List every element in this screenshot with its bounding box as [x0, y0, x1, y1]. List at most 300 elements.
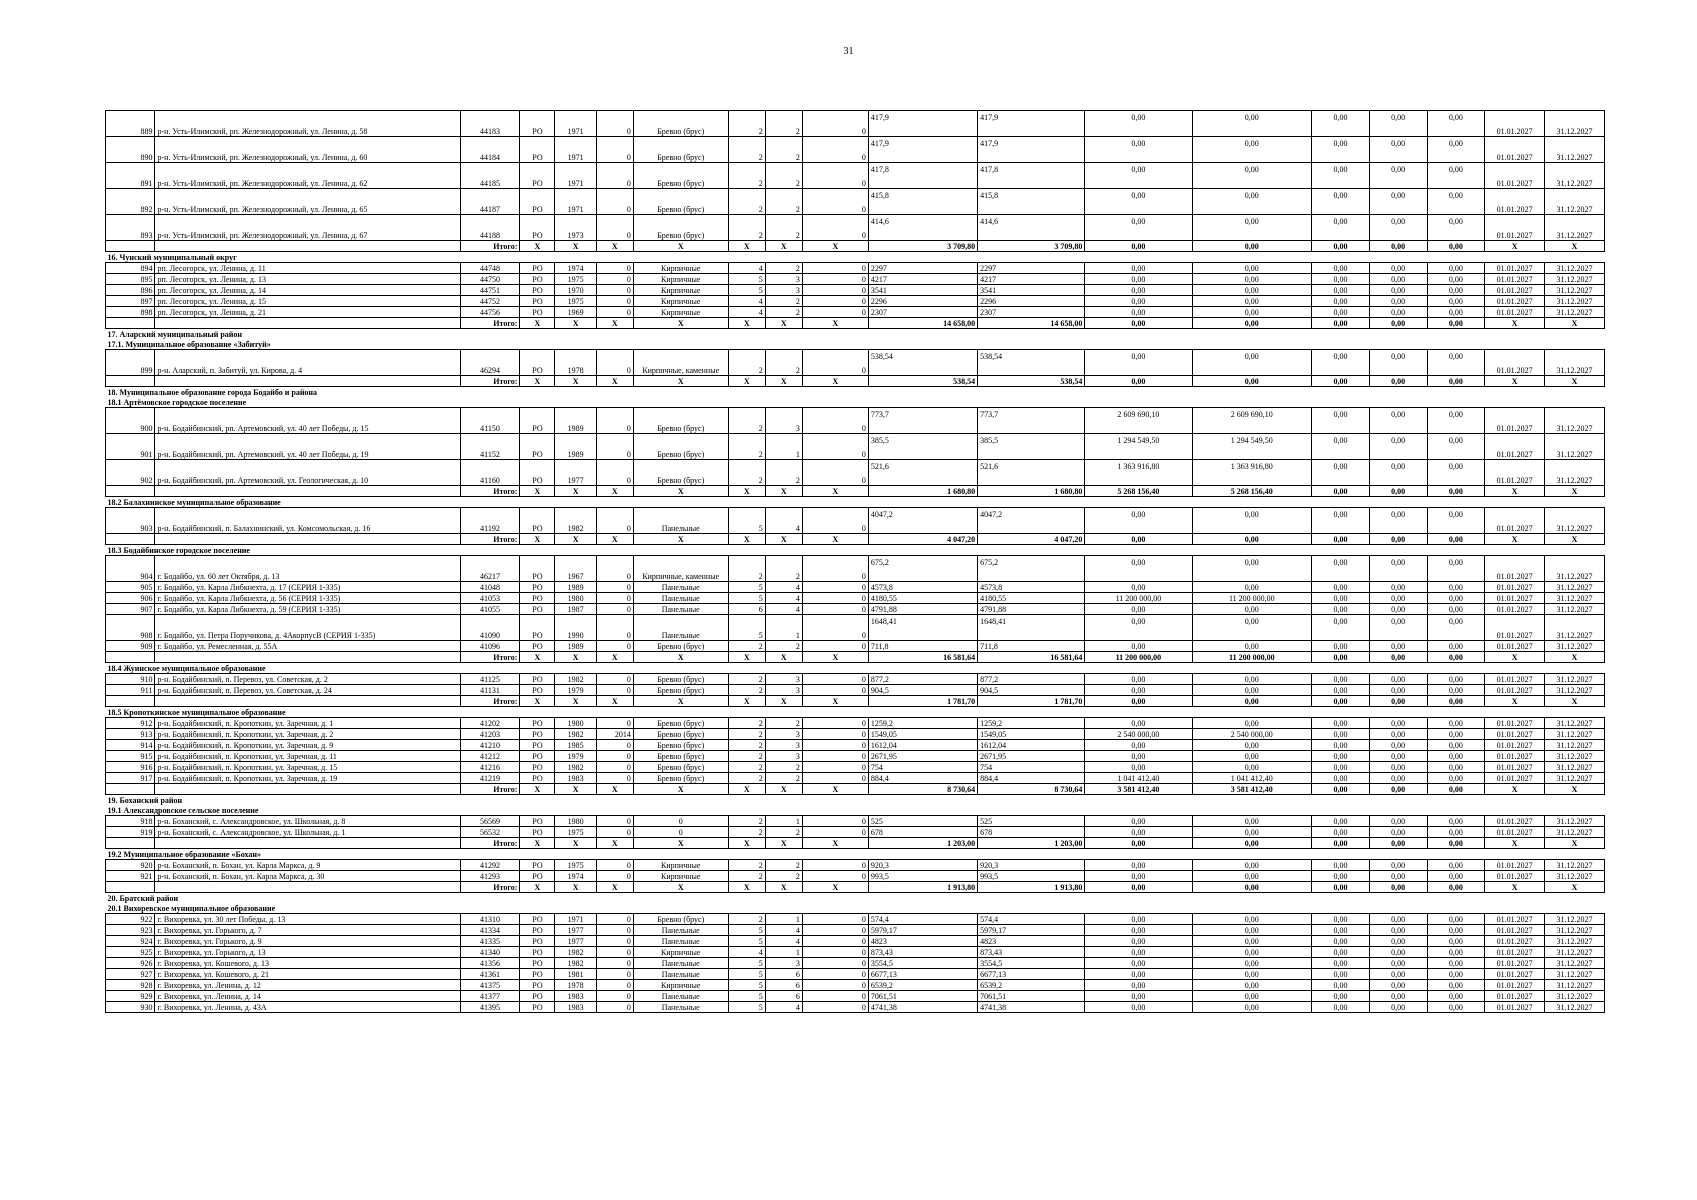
total-x-mark: Х: [765, 696, 802, 707]
value-cell-4: 0,00: [1369, 947, 1427, 958]
total-x-mark: Х: [596, 882, 633, 893]
value-cell-3: 0,00: [1312, 685, 1370, 696]
address-cell: р-н. Бодайбинский, рп. Артемовский, ул. Геологическая, д. 10: [155, 460, 460, 486]
value-cell-4: 0,00: [1369, 674, 1427, 685]
floors-cell: 2: [728, 434, 765, 460]
table-row: [106, 762, 1605, 773]
wall-material-cell: Бревно (брус): [633, 773, 728, 784]
total-row: [106, 241, 1605, 252]
wall-material-cell: Кирпичные: [633, 871, 728, 882]
total-value-5: 0,00: [1427, 534, 1485, 545]
type-cell: РО: [520, 556, 555, 582]
wall-material-cell: Панельные: [633, 615, 728, 641]
floors-cell: 2: [728, 729, 765, 740]
address-cell: р-н. Бодайбинский, п. Перевоз, ул. Советская, д. 2: [155, 674, 460, 685]
entrances-cell: 2: [765, 871, 802, 882]
cost-cell-1: 0,00: [1085, 762, 1192, 773]
value-cell-5: 0,00: [1427, 685, 1485, 696]
last-repair-year-cell: 0: [596, 674, 633, 685]
total-area-cell: 5979,17: [868, 925, 977, 936]
value-cell-4: 0,00: [1369, 163, 1427, 189]
address-cell: р-н. Бодайбинский, п. Балахнинский, ул. Комсомольская, д. 16: [155, 508, 460, 534]
end-date-cell: 31.12.2027: [1545, 285, 1605, 296]
total-x-mark: Х: [728, 376, 765, 387]
house-id-cell: 44748: [460, 263, 520, 274]
year-built-cell: 1979: [555, 751, 596, 762]
total-area-cell: 415,8: [868, 189, 977, 215]
year-built-cell: 1975: [555, 296, 596, 307]
wall-material-cell: Бревно (брус): [633, 685, 728, 696]
total-cost-2: 0,00: [1192, 882, 1312, 893]
value-cell-4: 0,00: [1369, 936, 1427, 947]
last-repair-year-cell: 0: [596, 111, 633, 137]
start-date-cell: 01.01.2027: [1485, 296, 1545, 307]
total-cost-1: 0,00: [1085, 534, 1192, 545]
type-cell: РО: [520, 641, 555, 652]
floors-cell: 2: [728, 685, 765, 696]
total-label: Итого:: [460, 486, 520, 497]
last-repair-year-cell: 0: [596, 685, 633, 696]
value-cell-4: 0,00: [1369, 816, 1427, 827]
cost-cell-2: 0,00: [1192, 285, 1312, 296]
last-repair-year-cell: 0: [596, 914, 633, 925]
last-repair-year-cell: 2014: [596, 729, 633, 740]
total-area-cell: 1259,2: [868, 718, 977, 729]
table-row: [106, 773, 1605, 784]
elevators-cell: 0: [802, 641, 868, 652]
cost-cell-2: 0,00: [1192, 969, 1312, 980]
row-number: 911: [106, 685, 155, 696]
value-cell-4: 0,00: [1369, 958, 1427, 969]
year-built-cell: 1973: [555, 215, 596, 241]
row-number: 924: [106, 936, 155, 947]
total-cost-1: 5 268 156,40: [1085, 486, 1192, 497]
section-heading-row: [106, 903, 1605, 914]
year-built-cell: 1981: [555, 969, 596, 980]
start-date-cell: 01.01.2027: [1485, 163, 1545, 189]
elevators-cell: 0: [802, 860, 868, 871]
section-heading-row: [106, 497, 1605, 508]
elevators-cell: 0: [802, 593, 868, 604]
type-cell: РО: [520, 296, 555, 307]
row-number: 892: [106, 189, 155, 215]
last-repair-year-cell: 0: [596, 296, 633, 307]
year-built-cell: 1989: [555, 408, 596, 434]
end-date-cell: 31.12.2027: [1545, 263, 1605, 274]
row-number: 923: [106, 925, 155, 936]
value-cell-3: 0,00: [1312, 991, 1370, 1002]
value-cell-5: 0,00: [1427, 980, 1485, 991]
total-label: Итого:: [460, 838, 520, 849]
cost-cell-1: 0,00: [1085, 604, 1192, 615]
total-x-mark: Х: [633, 882, 728, 893]
total-area-cell: 417,8: [868, 163, 977, 189]
table-row: [106, 947, 1605, 958]
table-row: [106, 582, 1605, 593]
living-area-cell: 6677,13: [978, 969, 1085, 980]
type-cell: РО: [520, 871, 555, 882]
cost-cell-1: 0,00: [1085, 163, 1192, 189]
section-heading: 18. Муниципальное образование города Бодайбо и района: [107, 388, 318, 397]
entrances-cell: 2: [765, 460, 802, 486]
table-row: [106, 871, 1605, 882]
total-empty-cell: [155, 534, 460, 545]
wall-material-cell: Бревно (брус): [633, 740, 728, 751]
address-cell: р-н. Бодайбинский, п. Кропоткин, ул. Заречная, д. 2: [155, 729, 460, 740]
total-x-mark: Х: [728, 696, 765, 707]
type-cell: РО: [520, 215, 555, 241]
house-id-cell: 41340: [460, 947, 520, 958]
value-cell-3: 0,00: [1312, 460, 1370, 486]
total-x-mark: Х: [802, 534, 868, 545]
value-cell-4: 0,00: [1369, 263, 1427, 274]
total-x-mark: Х: [555, 534, 596, 545]
total-x-mark: Х: [520, 696, 555, 707]
total-x-mark: Х: [555, 318, 596, 329]
value-cell-3: 0,00: [1312, 163, 1370, 189]
row-number: 913: [106, 729, 155, 740]
wall-material-cell: Бревно (брус): [633, 137, 728, 163]
row-number: 918: [106, 816, 155, 827]
cost-cell-1: 2 609 690,10: [1085, 408, 1192, 434]
house-id-cell: 41160: [460, 460, 520, 486]
value-cell-3: 0,00: [1312, 827, 1370, 838]
total-value-4: 0,00: [1369, 318, 1427, 329]
wall-material-cell: Бревно (брус): [633, 408, 728, 434]
end-date-cell: 31.12.2027: [1545, 1002, 1605, 1013]
total-x-mark: Х: [633, 838, 728, 849]
living-area-cell: 4217: [978, 274, 1085, 285]
section-heading: 18.2 Балахнинское муниципальное образование: [107, 498, 281, 507]
entrances-cell: 1: [765, 914, 802, 925]
end-date-cell: 31.12.2027: [1545, 604, 1605, 615]
total-x-mark: Х: [802, 696, 868, 707]
house-id-cell: 44752: [460, 296, 520, 307]
cost-cell-1: 1 041 412,40: [1085, 773, 1192, 784]
entrances-cell: 3: [765, 729, 802, 740]
cost-cell-2: 0,00: [1192, 137, 1312, 163]
cost-cell-2: 0,00: [1192, 751, 1312, 762]
value-cell-5: 0,00: [1427, 641, 1485, 652]
wall-material-cell: Бревно (брус): [633, 163, 728, 189]
table-row: [106, 189, 1605, 215]
total-x-mark: Х: [555, 838, 596, 849]
entrances-cell: 3: [765, 285, 802, 296]
last-repair-year-cell: 0: [596, 925, 633, 936]
total-area-1: 538,54: [868, 376, 977, 387]
table-row: [106, 296, 1605, 307]
year-built-cell: 1977: [555, 925, 596, 936]
table-row: [106, 729, 1605, 740]
value-cell-5: 0,00: [1427, 408, 1485, 434]
total-x-mark: Х: [520, 838, 555, 849]
value-cell-5: 0,00: [1427, 958, 1485, 969]
total-empty-cell: [155, 838, 460, 849]
living-area-cell: 2296: [978, 296, 1085, 307]
type-cell: РО: [520, 137, 555, 163]
end-date-cell: 31.12.2027: [1545, 762, 1605, 773]
total-area-cell: 6677,13: [868, 969, 977, 980]
value-cell-5: 0,00: [1427, 582, 1485, 593]
living-area-cell: 6539,2: [978, 980, 1085, 991]
living-area-cell: 3554,5: [978, 958, 1085, 969]
row-number: 922: [106, 914, 155, 925]
address-cell: р-н. Бодайбинский, рп. Артемовский, ул. 40 лет Победы, д. 15: [155, 408, 460, 434]
value-cell-5: 0,00: [1427, 860, 1485, 871]
elevators-cell: 0: [802, 1002, 868, 1013]
value-cell-3: 0,00: [1312, 773, 1370, 784]
floors-cell: 2: [728, 163, 765, 189]
table-row: [106, 936, 1605, 947]
total-x-mark: Х: [802, 882, 868, 893]
address-cell: г. Бодайбо, ул. 60 лет Октября, д. 13: [155, 556, 460, 582]
total-value-3: 0,00: [1312, 784, 1370, 795]
cost-cell-1: 0,00: [1085, 871, 1192, 882]
year-built-cell: 1970: [555, 285, 596, 296]
section-heading: 19.2 Муниципальное образование «Бохан»: [107, 850, 262, 859]
end-date-cell: 31.12.2027: [1545, 718, 1605, 729]
total-area-cell: 3541: [868, 285, 977, 296]
total-area-cell: 754: [868, 762, 977, 773]
total-area-2: 16 581,64: [978, 652, 1085, 663]
house-id-cell: 41055: [460, 604, 520, 615]
total-label: Итого:: [460, 784, 520, 795]
living-area-cell: 920,3: [978, 860, 1085, 871]
total-row: [106, 882, 1605, 893]
cost-cell-2: 0,00: [1192, 582, 1312, 593]
table-row: [106, 925, 1605, 936]
elevators-cell: 0: [802, 958, 868, 969]
end-date-cell: 31.12.2027: [1545, 969, 1605, 980]
floors-cell: 5: [728, 508, 765, 534]
cost-cell-1: 0,00: [1085, 914, 1192, 925]
end-date-cell: 31.12.2027: [1545, 827, 1605, 838]
total-value-5: 0,00: [1427, 882, 1485, 893]
cost-cell-2: 0,00: [1192, 604, 1312, 615]
last-repair-year-cell: 0: [596, 582, 633, 593]
cost-cell-2: 0,00: [1192, 827, 1312, 838]
elevators-cell: 0: [802, 827, 868, 838]
total-x-mark: Х: [633, 376, 728, 387]
total-x-mark: Х: [1545, 838, 1605, 849]
year-built-cell: 1982: [555, 762, 596, 773]
elevators-cell: 0: [802, 604, 868, 615]
cost-cell-2: 0,00: [1192, 914, 1312, 925]
section-heading: 18.1 Артёмовское городское поселение: [107, 398, 247, 407]
total-area-1: 1 913,80: [868, 882, 977, 893]
entrances-cell: 2: [765, 860, 802, 871]
value-cell-3: 0,00: [1312, 296, 1370, 307]
floors-cell: 5: [728, 1002, 765, 1013]
total-empty-cell: [106, 784, 155, 795]
floors-cell: 5: [728, 274, 765, 285]
total-x-mark: Х: [765, 241, 802, 252]
year-built-cell: 1980: [555, 816, 596, 827]
type-cell: РО: [520, 582, 555, 593]
last-repair-year-cell: 0: [596, 641, 633, 652]
total-x-mark: Х: [765, 882, 802, 893]
value-cell-4: 0,00: [1369, 350, 1427, 376]
value-cell-3: 0,00: [1312, 263, 1370, 274]
total-cost-1: 0,00: [1085, 318, 1192, 329]
type-cell: РО: [520, 307, 555, 318]
total-empty-cell: [106, 376, 155, 387]
total-area-cell: 4823: [868, 936, 977, 947]
total-area-cell: 2307: [868, 307, 977, 318]
value-cell-3: 0,00: [1312, 925, 1370, 936]
house-id-cell: 46217: [460, 556, 520, 582]
table-row: [106, 307, 1605, 318]
entrances-cell: 4: [765, 593, 802, 604]
value-cell-5: 0,00: [1427, 350, 1485, 376]
value-cell-4: 0,00: [1369, 685, 1427, 696]
elevators-cell: 0: [802, 263, 868, 274]
total-area-cell: 993,5: [868, 871, 977, 882]
entrances-cell: 2: [765, 189, 802, 215]
total-row: [106, 486, 1605, 497]
house-id-cell: 44751: [460, 285, 520, 296]
total-x-mark: Х: [596, 241, 633, 252]
type-cell: РО: [520, 508, 555, 534]
floors-cell: 2: [728, 137, 765, 163]
last-repair-year-cell: 0: [596, 215, 633, 241]
table-row: [106, 718, 1605, 729]
cost-cell-2: 0,00: [1192, 508, 1312, 534]
address-cell: р-н. Усть-Илимский, рп. Железнодорожный, ул. Ленина, д. 62: [155, 163, 460, 189]
total-x-mark: Х: [1545, 784, 1605, 795]
value-cell-5: 0,00: [1427, 556, 1485, 582]
value-cell-5: 0,00: [1427, 674, 1485, 685]
elevators-cell: 0: [802, 674, 868, 685]
row-number: 891: [106, 163, 155, 189]
living-area-cell: 415,8: [978, 189, 1085, 215]
total-empty-cell: [155, 696, 460, 707]
wall-material-cell: Бревно (брус): [633, 914, 728, 925]
value-cell-3: 0,00: [1312, 593, 1370, 604]
row-number: 919: [106, 827, 155, 838]
total-x-mark: Х: [802, 652, 868, 663]
total-x-mark: Х: [802, 376, 868, 387]
value-cell-3: 0,00: [1312, 274, 1370, 285]
total-x-mark: Х: [1545, 882, 1605, 893]
year-built-cell: 1971: [555, 163, 596, 189]
address-cell: рп. Лесогорск, ул. Ленина, д. 21: [155, 307, 460, 318]
value-cell-3: 0,00: [1312, 871, 1370, 882]
start-date-cell: 01.01.2027: [1485, 914, 1545, 925]
entrances-cell: 6: [765, 980, 802, 991]
house-id-cell: 41216: [460, 762, 520, 773]
year-built-cell: 1975: [555, 860, 596, 871]
elevators-cell: 0: [802, 582, 868, 593]
start-date-cell: 01.01.2027: [1485, 980, 1545, 991]
cost-cell-1: 11 200 000,00: [1085, 593, 1192, 604]
address-cell: р-н. Бодайбинский, п. Кропоткин, ул. Заречная, д. 9: [155, 740, 460, 751]
total-x-mark: Х: [520, 882, 555, 893]
entrances-cell: 2: [765, 137, 802, 163]
wall-material-cell: Кирпичные: [633, 263, 728, 274]
table-row: [106, 111, 1605, 137]
total-empty-cell: [155, 241, 460, 252]
floors-cell: 5: [728, 593, 765, 604]
value-cell-5: 0,00: [1427, 936, 1485, 947]
value-cell-5: 0,00: [1427, 263, 1485, 274]
total-x-mark: Х: [633, 318, 728, 329]
wall-material-cell: Кирпичные: [633, 980, 728, 991]
end-date-cell: 31.12.2027: [1545, 871, 1605, 882]
last-repair-year-cell: 0: [596, 508, 633, 534]
total-x-mark: Х: [1545, 376, 1605, 387]
floors-cell: 5: [728, 991, 765, 1002]
start-date-cell: 01.01.2027: [1485, 111, 1545, 137]
total-area-cell: 414,6: [868, 215, 977, 241]
table-row: [106, 991, 1605, 1002]
total-cost-2: 5 268 156,40: [1192, 486, 1312, 497]
total-value-3: 0,00: [1312, 652, 1370, 663]
value-cell-3: 0,00: [1312, 914, 1370, 925]
start-date-cell: 01.01.2027: [1485, 936, 1545, 947]
end-date-cell: 31.12.2027: [1545, 111, 1605, 137]
value-cell-4: 0,00: [1369, 508, 1427, 534]
elevators-cell: 0: [802, 718, 868, 729]
entrances-cell: 2: [765, 718, 802, 729]
section-heading: 17.1. Муниципальное образование «Забитуй»: [107, 340, 271, 349]
total-x-mark: Х: [1485, 882, 1545, 893]
value-cell-3: 0,00: [1312, 307, 1370, 318]
total-value-4: 0,00: [1369, 784, 1427, 795]
value-cell-5: 0,00: [1427, 729, 1485, 740]
year-built-cell: 1982: [555, 674, 596, 685]
table-row: [106, 274, 1605, 285]
total-row: [106, 838, 1605, 849]
elevators-cell: 0: [802, 285, 868, 296]
cost-cell-1: 0,00: [1085, 137, 1192, 163]
start-date-cell: 01.01.2027: [1485, 958, 1545, 969]
value-cell-3: 0,00: [1312, 215, 1370, 241]
end-date-cell: 31.12.2027: [1545, 740, 1605, 751]
row-number: 912: [106, 718, 155, 729]
row-number: 905: [106, 582, 155, 593]
section-heading-row: [106, 893, 1605, 904]
floors-cell: 5: [728, 925, 765, 936]
cost-cell-1: 0,00: [1085, 1002, 1192, 1013]
table-row: [106, 914, 1605, 925]
row-number: 900: [106, 408, 155, 434]
cost-cell-2: 2 609 690,10: [1192, 408, 1312, 434]
house-id-cell: 41202: [460, 718, 520, 729]
year-built-cell: 1985: [555, 740, 596, 751]
row-number: 893: [106, 215, 155, 241]
end-date-cell: 31.12.2027: [1545, 593, 1605, 604]
total-x-mark: Х: [728, 838, 765, 849]
row-number: 920: [106, 860, 155, 871]
end-date-cell: 31.12.2027: [1545, 408, 1605, 434]
type-cell: РО: [520, 685, 555, 696]
living-area-cell: 4823: [978, 936, 1085, 947]
start-date-cell: 01.01.2027: [1485, 641, 1545, 652]
value-cell-4: 0,00: [1369, 582, 1427, 593]
entrances-cell: 2: [765, 163, 802, 189]
value-cell-5: 0,00: [1427, 189, 1485, 215]
value-cell-5: 0,00: [1427, 816, 1485, 827]
house-id-cell: 41125: [460, 674, 520, 685]
end-date-cell: 31.12.2027: [1545, 925, 1605, 936]
floors-cell: 2: [728, 350, 765, 376]
section-heading: 18.5 Кропоткинское муниципальное образование: [107, 708, 286, 717]
total-x-mark: Х: [728, 486, 765, 497]
entrances-cell: 6: [765, 991, 802, 1002]
living-area-cell: 3541: [978, 285, 1085, 296]
value-cell-5: 0,00: [1427, 508, 1485, 534]
